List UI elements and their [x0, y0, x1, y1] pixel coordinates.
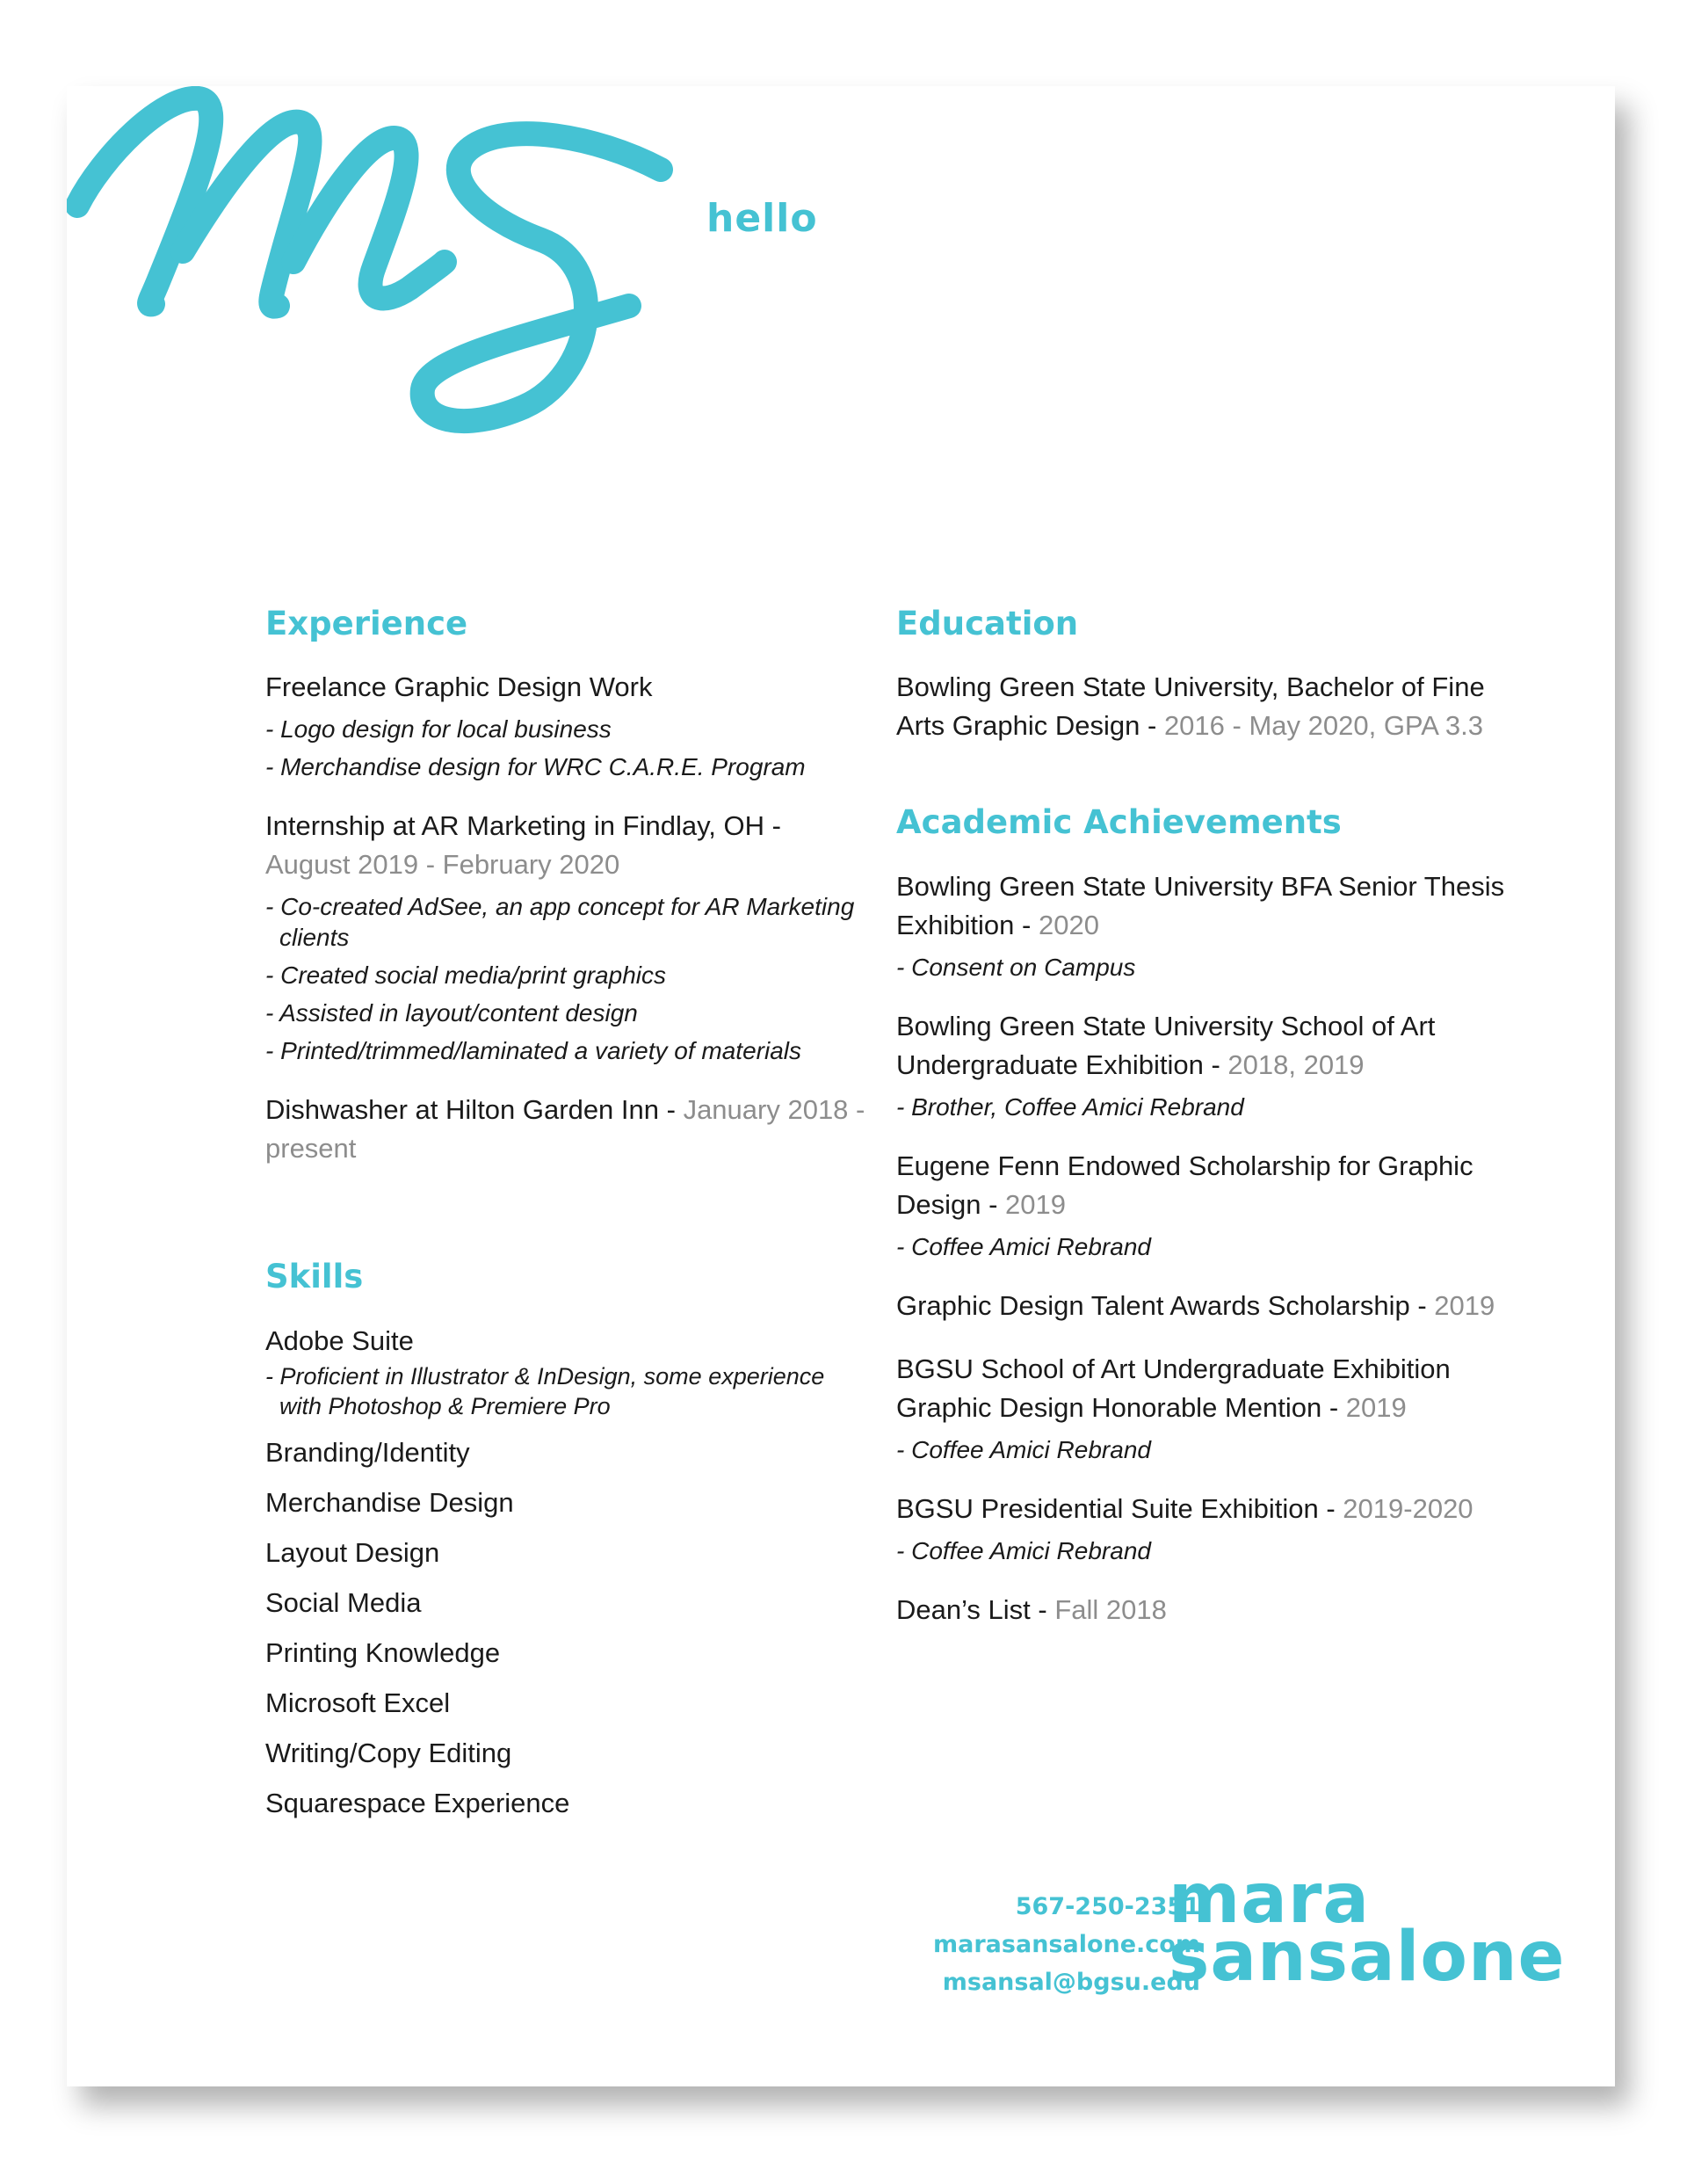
skill-item: Social Media	[265, 1586, 422, 1618]
achievement-entry	[896, 1350, 1529, 1465]
entry-date: January 2018 - present	[265, 1094, 865, 1165]
entry-date: 2018, 2019	[1227, 1048, 1365, 1080]
last-name: sansalone	[1169, 1918, 1566, 1997]
entry-title: Bowling Green State University, Bachelor of Fine Arts Graphic Design - 2016 - May 2020, GPA 3.3	[896, 671, 1485, 742]
achievement-entry	[896, 867, 1529, 983]
email-link[interactable]: msansal@bgsu.edu	[942, 1969, 1200, 1996]
entry-date: 2019	[1005, 1188, 1067, 1220]
experience-entry	[265, 807, 872, 1066]
entry-bullet: - Brother, Coffee Amici Rebrand	[896, 1092, 1244, 1121]
entry-title: Dishwasher at Hilton Garden Inn - January 2018 - present	[265, 1094, 865, 1165]
entry-bullet: - Coffee Amici Rebrand	[896, 1536, 1151, 1564]
experience-entry	[265, 1091, 872, 1168]
contact-block	[822, 1888, 1200, 2001]
achievement-entry	[896, 1591, 1529, 1629]
skill-item: Branding/Identity	[265, 1436, 470, 1468]
skill-item: Printing Knowledge	[265, 1636, 501, 1668]
skill-item: Adobe Suite	[265, 1324, 414, 1356]
phone-link[interactable]: 567-250-2351	[1015, 1893, 1200, 1920]
entry-title: Bowling Green State University BFA Senior Thesis Exhibition - 2020	[896, 870, 1505, 940]
entry-title: Bowling Green State University School of Art Undergraduate Exhibition - 2018, 2019	[896, 1010, 1436, 1080]
achievement-entry	[896, 1147, 1529, 1262]
entry-date: 2019	[1434, 1289, 1495, 1321]
entry-bullet: - Coffee Amici Rebrand	[896, 1435, 1151, 1463]
experience-entry	[265, 668, 872, 782]
entry-bullet: - Assisted in layout/content design	[265, 999, 638, 1027]
entry-date: August 2019 - February 2020	[265, 849, 620, 881]
left-column	[265, 605, 872, 1834]
skills-heading: Skills	[265, 1258, 364, 1296]
entry-title: Freelance Graphic Design Work	[265, 671, 653, 703]
achievements-heading: Academic Achievements	[896, 803, 1342, 842]
skill-note: - Proficient in Illustrator & InDesign, some experience with Photoshop & Premiere Pro	[265, 1362, 825, 1419]
achievement-entry	[896, 1287, 1529, 1325]
entry-date: 2016 - May 2020, GPA 3.3	[1163, 710, 1483, 742]
name-wordmark	[1169, 1860, 1566, 1997]
entry-title: BGSU School of Art Undergraduate Exhibition Graphic Design Honorable Mention - 2019	[896, 1353, 1451, 1423]
entry-bullet: - Printed/trimmed/laminated a variety of materials	[265, 1037, 801, 1065]
skill-item: Microsoft Excel	[265, 1687, 451, 1718]
hello-heading: hello	[706, 196, 818, 241]
resume-page	[67, 86, 1615, 2086]
entry-date: 2019-2020	[1343, 1492, 1473, 1524]
skill-item: Writing/Copy Editing	[265, 1737, 512, 1768]
right-column	[896, 605, 1529, 1654]
entry-bullet: - Coffee Amici Rebrand	[896, 1232, 1151, 1260]
skill-item: Squarespace Experience	[265, 1787, 570, 1818]
ms-monogram-logo	[67, 86, 717, 446]
entry-date: Fall 2018	[1054, 1593, 1167, 1625]
experience-heading: Experience	[265, 605, 468, 642]
entry-bullet: - Logo design for local business	[265, 715, 612, 744]
entry-title: Eugene Fenn Endowed Scholarship for Graphic Design - 2019	[896, 1150, 1473, 1220]
entry-title: Internship at AR Marketing in Findlay, OH - August 2019 - February 2020	[265, 810, 781, 881]
skills-list	[265, 1322, 872, 1823]
achievement-entry	[896, 1007, 1529, 1122]
entry-title: Graphic Design Talent Awards Scholarship - 2019	[896, 1289, 1495, 1321]
education-heading: Education	[896, 605, 1079, 642]
skill-item: Merchandise Design	[265, 1486, 514, 1518]
entry-title: BGSU Presidential Suite Exhibition - 2019-2020	[896, 1492, 1473, 1524]
website-link[interactable]: marasansalone.com	[933, 1931, 1200, 1958]
entry-bullet: - Co-created AdSee, an app concept for AR Marketing clients	[265, 893, 855, 952]
first-name: mara	[1169, 1860, 1371, 1939]
entry-bullet: - Merchandise design for WRC C.A.R.E. Program	[265, 753, 806, 781]
education-entry	[896, 668, 1529, 745]
skill-item: Layout Design	[265, 1536, 440, 1568]
entry-date: 2019	[1345, 1391, 1407, 1423]
entry-bullet: - Consent on Campus	[896, 953, 1136, 981]
entry-date: 2020	[1038, 909, 1099, 940]
entry-bullet: - Created social media/print graphics	[265, 961, 666, 990]
achievement-entry	[896, 1490, 1529, 1566]
entry-title: Dean’s List - Fall 2018	[896, 1593, 1167, 1625]
